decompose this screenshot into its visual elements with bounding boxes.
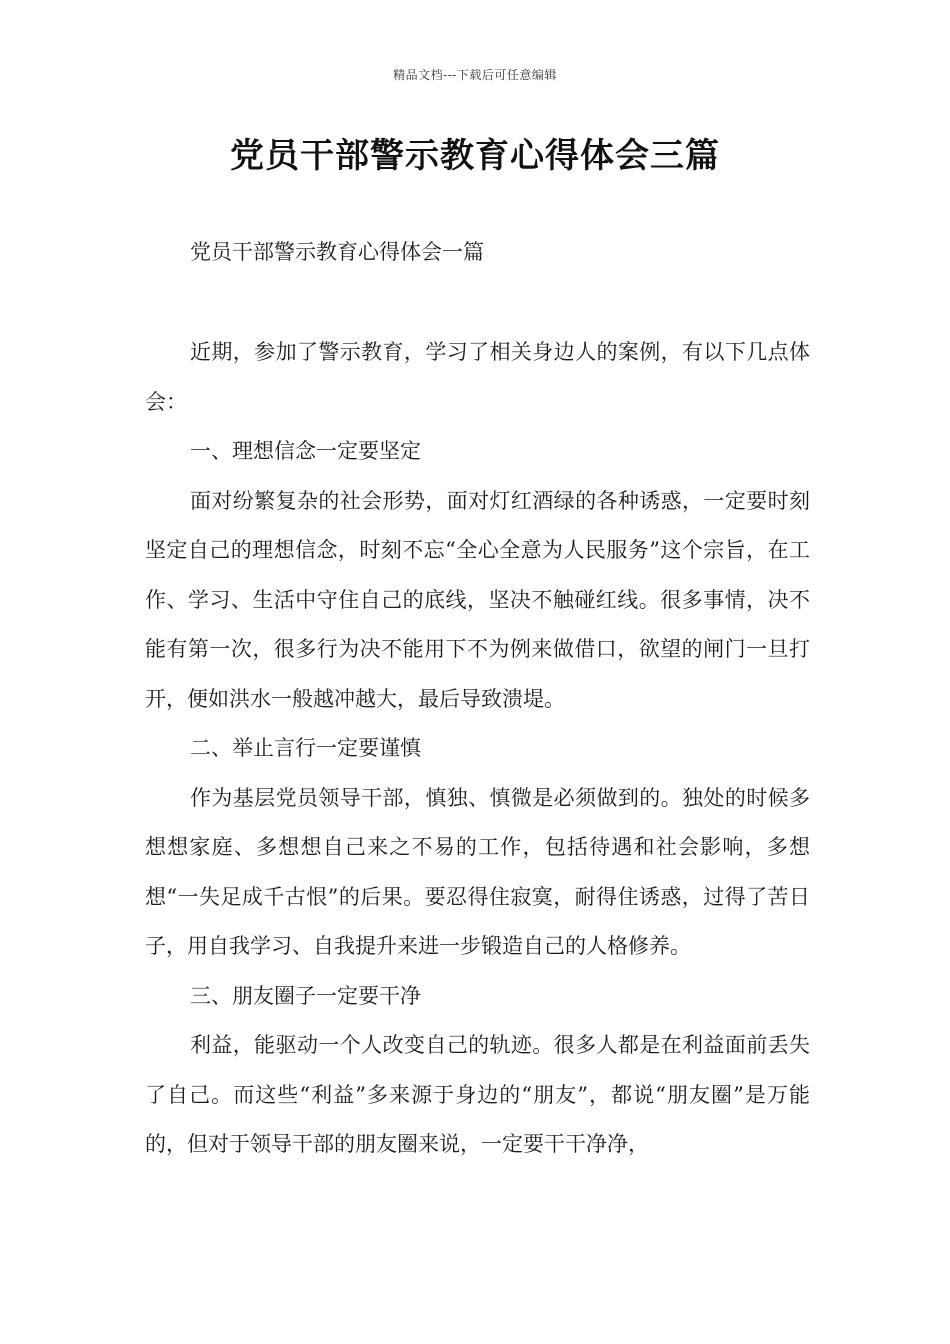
paragraph-ideals: 面对纷繁复杂的社会形势，面对灯红酒绿的各种诱惑，一定要时刻坚定自己的理想信念，时刻不忘“全心全意为人民服务”这个宗旨，在工作、学习、生活中守住自己的底线，坚决不触碰红线。很多事情，决不能有第一次，很多行为决不能用下不为例来做借口，欲望的闸门一旦打开，便如洪水一般越冲越大，最后导致溃堤。 [145,488,810,711]
section-title: 党员干部警示教育心得体会一篇 [190,240,484,264]
paragraph-intro: 近期，参加了警示教育，学习了相关身边人的案例，有以下几点体会： [145,340,810,414]
paragraph-friends: 利益，能驱动一个人改变自己的轨迹。很多人都是在利益面前丢失了自己。而这些“利益”多来源于身边的“朋友”，都说“朋友圈”是万能的，但对于领导干部的朋友圈来说，一定要干干净净， [145,1033,810,1156]
header-note: 精品文档---下载后可任意编辑 [393,68,557,82]
paragraph-conduct: 作为基层党员领导干部，慎独、慎微是必须做到的。独处的时候多想想家庭、多想想自己来之不易的工作，包括待遇和社会影响，多想想“一失足成千古恨”的后果。要忍得住寂寞，耐得住诱惑，过得了苦日子，用自我学习、自我提升来进一步锻造自己的人格修养。 [145,785,810,958]
heading-friends: 三、朋友圈子一定要干净 [190,983,421,1008]
body-text [145,328,810,1170]
document-title: 党员干部警示教育心得体会三篇 [230,136,720,176]
heading-ideals: 一、理想信念一定要坚定 [190,439,421,463]
heading-conduct: 二、举止言行一定要谨慎 [190,736,421,760]
